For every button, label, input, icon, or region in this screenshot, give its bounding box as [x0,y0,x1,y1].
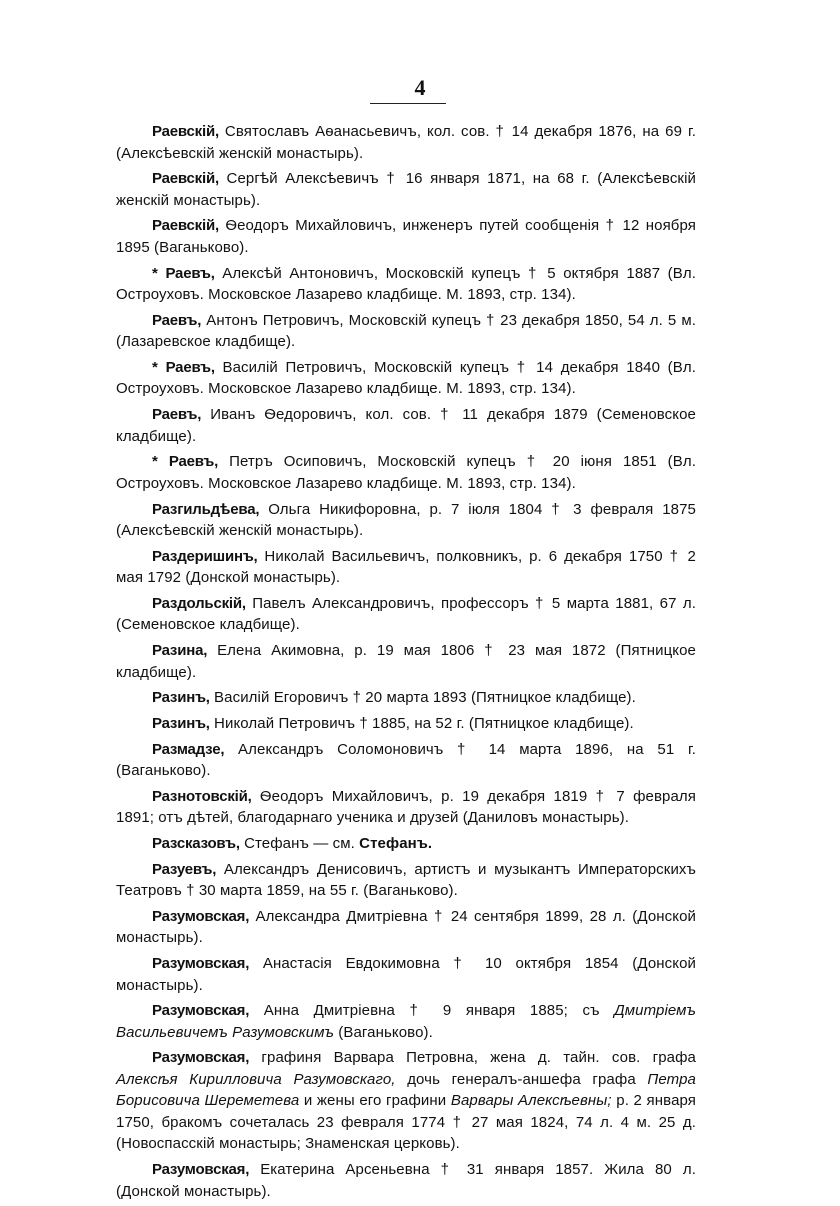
entry-text: Василій Егоровичъ † 20 марта 1893 (Пятницкое кладбище). [209,689,636,707]
entry-text-segment: (Ваганьково). [334,1023,433,1041]
list-item [116,1159,696,1202]
entry-text: Ольга Никифоровна, р. 7 іюля 1804 † 3 февраля 1875 (Алексѣевскій женскій монастырь). [116,500,696,539]
list-item [116,546,696,589]
entry-text-segment: Анна Дмитріевна † 9 января 1885; съ [249,1002,615,1020]
entry-surname: Разумовская, [152,1161,250,1179]
list-item [116,215,696,258]
entry-text: Николай Васильевичъ, полковникъ, р. 6 декабря 1750 † 2 мая 1792 (Донской монастырь). [116,547,696,587]
list-item [116,404,696,447]
list-item [116,859,696,902]
page-number-rule [370,103,446,104]
entry-text: Василій Петровичъ, Московскій купецъ † 14 декабря 1840 (Вл. Остроуховъ. Московское Лазарево кладбище. М. 1893, стр. 134). [116,358,696,398]
entry-text: Павелъ Александровичъ, профессоръ † 5 марта 1881, 67 л. (Семеновское кладбище). [116,594,696,634]
entry-text: Николай Петровичъ † 1885, на 52 г. (Пятницкое кладбище). [209,714,634,732]
entry-text: Петръ Осиповичъ, Московскій купецъ † 20 іюня 1851 (Вл. Остроуховъ. Московское Лазарево кладбище. М. 1893, стр. 134). [116,453,696,492]
entry-text: Ѳеодоръ Михайловичъ, инженеръ путей сообщенія † 12 ноября 1895 (Ваганьково). [116,217,696,256]
entry-text-italic: Алексѣя Кирилловича Разумовскаго, [116,1070,396,1088]
list-item [116,1047,696,1155]
entry-text-italic: Петра Борисовича Шереметева [116,1070,696,1110]
list-item [116,786,696,829]
entry-surname: Разинъ, [152,714,210,732]
entry-text: Александра Дмитріевна † 24 сентября 1899, 28 л. (Донской монастырь). [116,907,696,947]
entry-text: Сергѣй Алексѣевичъ † 16 января 1871, на 68 г. (Алексѣевскій женскій монастырь). [116,170,696,209]
entry-surname: Раевскій, [152,217,219,235]
entry-text-segment: р. 2 января 1750, бракомъ сочеталась 23 февраля 1774 † 27 мая 1824, 74 л. 4 м. 25 д. (Новоспасскій монастырь; Знаменская церковь). [116,1092,697,1153]
list-item [116,1000,696,1043]
list-item [116,640,696,683]
entry-star-mark: * [152,358,158,376]
entry-surname: Раевъ, [168,453,219,471]
page-number: 4 [414,75,426,100]
entry-surname: Раздеришинъ, [152,547,258,565]
entry-surname: Разгильдѣева, [152,500,260,518]
entry-text: Александръ Денисовичъ, артистъ и музыкантъ Императорскихъ Театровъ † 30 марта 1859, на 55 г. (Ваганьково). [116,860,696,900]
entry-text: Анастасія Евдокимовна † 10 октября 1854 (Донской монастырь). [116,955,696,994]
entry-list [116,121,696,1206]
entry-text-segment: дочь генералъ-аншефа графа [395,1070,648,1088]
list-item [116,451,696,494]
list-item [116,593,696,636]
entry-text: Стефанъ — см. [239,835,360,852]
entry-text: Екатерина Арсеньевна † 31 января 1857. Жила 80 л. (Донской монастырь). [116,1161,696,1200]
list-item [116,499,696,542]
entry-surname: Раевъ, [165,358,215,376]
list-item [116,357,696,400]
entry-text-segment: и жены его графини [299,1092,451,1110]
entry-text-italic: Варвары Алексѣевны; [450,1092,612,1110]
entry-text: Иванъ Ѳедоровичъ, кол. сов. † 11 декабря 1879 (Семеновское кладбище). [116,406,696,445]
entry-surname: Раевъ, [152,406,202,424]
entry-text: Алексѣй Антоновичъ, Московскій купецъ † 5 октября 1887 (Вл. Остроуховъ. Московское Лазарево кладбище. М. 1893, стр. 134). [116,264,696,304]
entry-surname: Раевъ, [152,311,202,329]
list-item [116,739,696,782]
entry-surname: Разнотовскій, [152,787,252,805]
list-item [116,168,696,211]
entry-surname: Разина, [152,642,208,660]
list-item [116,263,696,306]
list-item [116,953,696,996]
entry-surname: Раздольскій, [152,594,246,612]
list-item [116,906,696,949]
entry-surname: Разумовская, [152,1002,250,1020]
entry-surname: Раевъ, [165,264,215,282]
entry-text-italic: Дмитріемъ Васильевичемъ Разумовскимъ [116,1002,696,1041]
entry-surname: Разумовская, [152,1049,250,1067]
entry-star-mark: * [152,453,158,471]
entry-text: Антонъ Петровичъ, Московскій купецъ † 23 декабря 1850, 54 л. 5 м. (Лазаревское кладбище). [116,311,696,351]
entry-text: Ѳеодоръ Михайловичъ, р. 19 декабря 1819 † 7 февраля 1891; отъ дѣтей, благодарнаго ученика и друзей (Даниловъ монастырь). [116,787,696,827]
entry-text-segment: графиня Варвара Петровна, жена д. тайн. сов. графа [249,1049,696,1067]
entry-surname: Разуевъ, [152,860,217,878]
entry-text: Александръ Соломоновичъ † 14 марта 1896, на 51 г. (Ваганьково). [116,740,696,780]
list-item [116,310,696,353]
entry-surname: Разсказовъ, [152,835,240,852]
entry-surname: Раевскій, [152,123,219,140]
entry-text: Святославъ Аѳанасьевичъ, кол. сов. † 14 декабря 1876, на 69 г. (Алексѣевскій женскій монастырь). [116,123,696,162]
entry-surname: Раевскій, [152,170,219,188]
entry-surname: Разумовская, [152,907,250,925]
entry-cross-reference: Стефанъ. [359,835,433,852]
entry-text: Елена Акимовна, р. 19 мая 1806 † 23 мая 1872 (Пятницкое кладбище). [116,642,696,681]
list-item [116,713,696,735]
list-item [116,833,696,855]
entry-surname: Разинъ, [152,689,210,707]
entry-surname: Размадзе, [152,740,225,758]
entry-star-mark: * [152,264,158,282]
entry-surname: Разумовская, [152,955,250,973]
list-item [116,121,696,164]
list-item [116,687,696,709]
